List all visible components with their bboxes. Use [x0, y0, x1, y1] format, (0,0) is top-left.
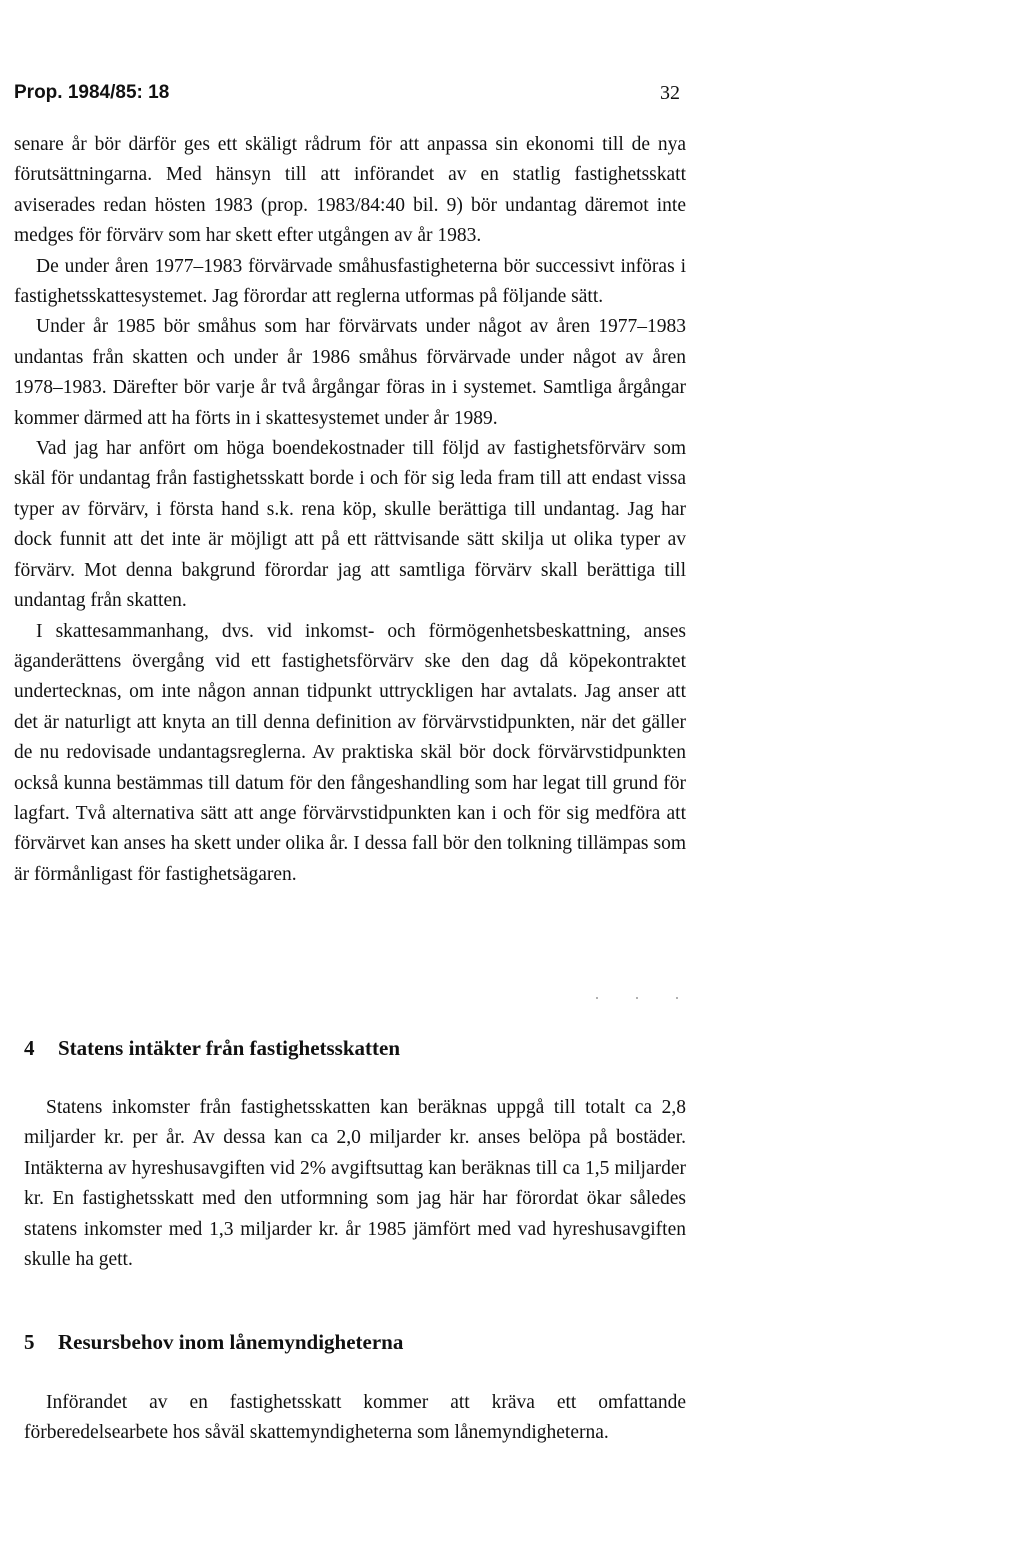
paragraph: I skattesammanhang, dvs. vid inkomst- och förmögenhetsbeskattning, anses äganderättens övergång vid ett fastighetsförvärv ske den dag då köpekontraktet undertecknas, om inte någon annan tidpunkt uttryckligen har avtalats. Jag anser att det är naturligt att knyta an till denna definition av förvärvstidpunkten, när det gäller de nu redovisade undantagsreglerna. Av praktiska skäl bör dock förvärvstidpunkten också kunna bestämmas till datum för den fångeshandling som har legat till grund för lagfart. Två alternativa sätt att ange förvärvstidpunkten kan i och för sig medföra att förvärvet kan anses ha skett under olika år. I dessa fall bör den tolkning tillämpas som är förmånligast för fastighetsägaren.: [14, 620, 686, 885]
paragraph: De under åren 1977–1983 förvärvade småhusfastigheterna bör successivt införas i fastighetsskattesystemet. Jag förordar att reglerna utformas på följande sätt.: [14, 255, 686, 308]
paragraph: Under år 1985 bör småhus som har förvärvats under något av åren 1977–1983 undantas från skatten och under år 1986 småhus förvärvade under något av åren 1978–1983. Därefter bör varje år två årgångar föras in i systemet. Samtliga årgångar kommer därmed att ha förts in i skattesystemet under år 1989.: [14, 316, 686, 429]
section-title: Statens intäkter från fastighetsskatten: [58, 1036, 401, 1060]
document-reference: Prop. 1984/85: 18: [14, 82, 170, 103]
scan-speck: [676, 997, 678, 999]
section-heading: [24, 1330, 684, 1355]
section-body: [24, 1093, 686, 1275]
section-heading: [24, 1036, 684, 1061]
section-title: Resursbehov inom lånemyndigheterna: [58, 1330, 404, 1354]
body-text: [14, 130, 686, 890]
page-number: 32: [660, 82, 680, 104]
running-header: [14, 82, 684, 104]
paragraph: Statens inkomster från fastighetsskatten kan beräknas uppgå till totalt ca 2,8 miljarder kr. per år. Av dessa kan ca 2,0 miljarder kr. anses belöpa på bostäder. Intäkterna av hyreshusavgiften vid 2% avgiftsuttag kan beräknas till ca 1,5 miljarder kr. En fastighetsskatt med den utformning som jag här har förordat ökar således statens inkomster med 1,3 miljarder kr. år 1985 jämfört med vad hyreshusavgiften skulle ha gett.: [24, 1097, 686, 1271]
paragraph: Införandet av en fastighetsskatt kommer att kräva ett omfattande förberedelsearbete hos såväl skattemyndigheterna som lånemyndigheterna.: [24, 1392, 686, 1444]
scan-speck: [636, 997, 638, 999]
section-number: 5: [24, 1330, 35, 1354]
section-body: [24, 1388, 686, 1449]
section-number: 4: [24, 1036, 35, 1060]
scan-speck: [596, 997, 598, 999]
paragraph: senare år bör därför ges ett skäligt rådrum för att anpassa sin ekonomi till de nya förutsättningarna. Med hänsyn till att införandet av en statlig fastighetsskatt aviserades redan hösten 1983 (prop. 1983/84:40 bil. 9) bör undantag däremot inte medges för förvärv som har skett efter utgången av år 1983.: [14, 134, 686, 247]
paragraph: Vad jag har anfört om höga boendekostnader till följd av fastighetsförvärv som skäl för undantag från fastighetsskatt borde i och för sig leda fram till att endast vissa typer av förvärv, i första hand s.k. rena köp, skulle berättiga till undantag. Jag har dock funnit att det inte är möjligt att på ett rättvisande sätt skilja ut olika typer av förvärv. Mot denna bakgrund förordar jag att samtliga förvärv skall berättiga till undantag från skatten.: [14, 438, 686, 612]
